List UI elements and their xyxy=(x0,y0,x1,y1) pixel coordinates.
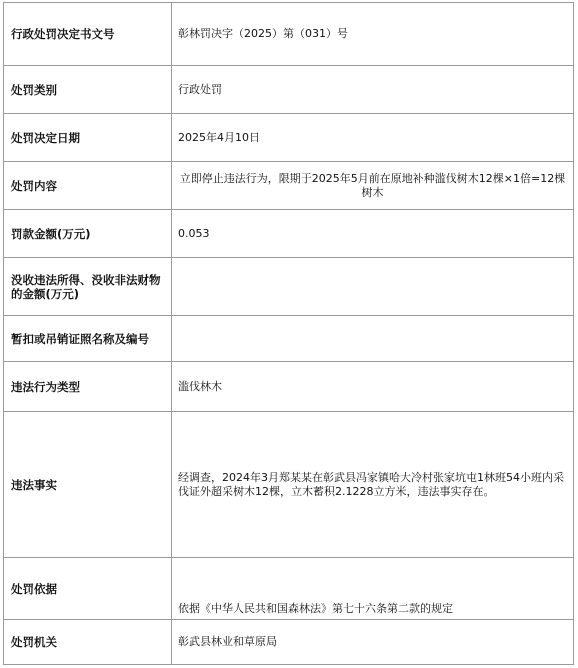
row-value-penalty-content: 立即停止违法行为，限期于2025年5月前在原地补种滥伐树木12棵×1倍=12棵树木 xyxy=(172,162,574,210)
row-label-penalty-content: 处罚内容 xyxy=(4,162,172,210)
row-label-decision-date: 处罚决定日期 xyxy=(4,114,172,162)
row-value-penalty-authority: 彰武县林业和草原局 xyxy=(172,620,574,665)
table-row xyxy=(4,66,574,114)
row-label-violation-facts: 违法事实 xyxy=(4,412,172,558)
row-label-license-suspension: 暂扣或吊销证照名称及编号 xyxy=(4,316,172,362)
row-value-decision-number: 彰林罚决字（2025）第（031）号 xyxy=(172,3,574,66)
row-label-confiscation-amount: 没收违法所得、没收非法财物的金额(万元) xyxy=(4,258,172,316)
table-row xyxy=(4,114,574,162)
row-value-violation-facts: 经调查，2024年3月郑某某在彰武县冯家镇哈大冷村张家坑屯1林班54小班内采伐证外超采树木12棵，立木蓄积2.1228立方米，违法事实存在。 xyxy=(172,412,574,558)
row-label-penalty-authority: 处罚机关 xyxy=(4,620,172,665)
row-label-fine-amount: 罚款金额(万元) xyxy=(4,210,172,258)
table-row xyxy=(4,162,574,210)
row-value-confiscation-amount xyxy=(172,258,574,316)
table-row xyxy=(4,210,574,258)
table-row xyxy=(4,258,574,316)
penalty-info-table xyxy=(3,2,574,665)
row-label-decision-number: 行政处罚决定书文号 xyxy=(4,3,172,66)
row-value-license-suspension xyxy=(172,316,574,362)
row-label-penalty-basis: 处罚依据 xyxy=(4,558,172,620)
table-row xyxy=(4,316,574,362)
row-label-violation-type: 违法行为类型 xyxy=(4,362,172,412)
row-value-fine-amount: 0.053 xyxy=(172,210,574,258)
table-row xyxy=(4,362,574,412)
table-row xyxy=(4,412,574,558)
table-row xyxy=(4,3,574,66)
row-label-penalty-category: 处罚类别 xyxy=(4,66,172,114)
table-row xyxy=(4,620,574,665)
table-row xyxy=(4,558,574,620)
row-value-penalty-basis: 依据《中华人民共和国森林法》第七十六条第二款的规定 xyxy=(172,558,574,620)
row-value-penalty-category: 行政处罚 xyxy=(172,66,574,114)
row-value-violation-type: 滥伐林木 xyxy=(172,362,574,412)
row-value-decision-date: 2025年4月10日 xyxy=(172,114,574,162)
